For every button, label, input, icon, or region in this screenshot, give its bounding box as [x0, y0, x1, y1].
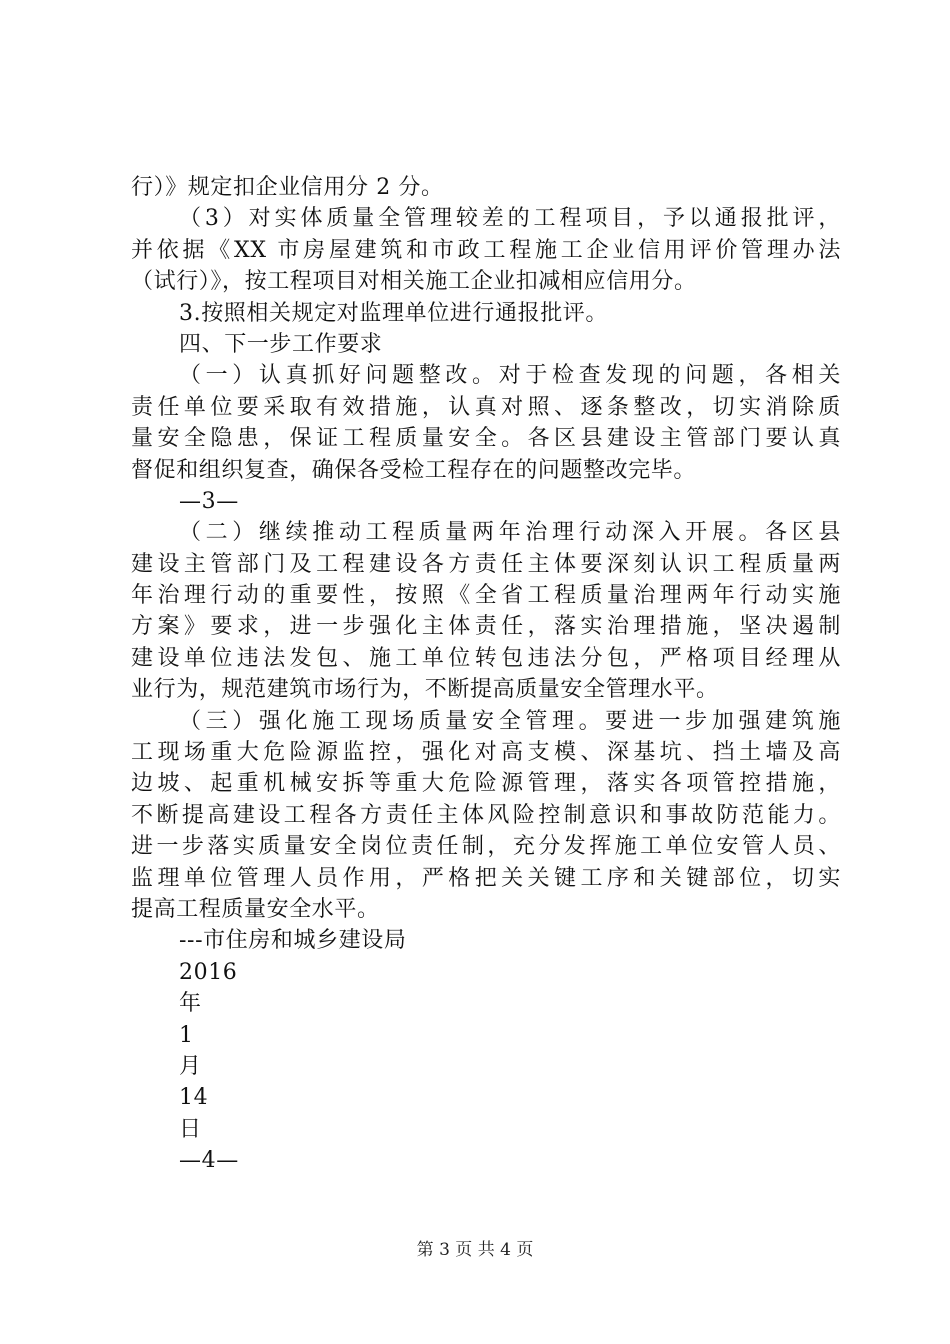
text-line: 3.按照相关规定对监理单位进行通报批评。 [179, 300, 608, 326]
text-line: 年治理行动的重要性，按照《全省工程质量治理两年行动实施 [131, 583, 841, 609]
text-line: 督促和组织复查，确保各受检工程存在的问题整改完毕。 [131, 457, 697, 483]
text-line: 提高工程质量安全水平。 [131, 896, 380, 922]
text-line: （3）对实体质量全管理较差的工程项目，予以通报批评， [179, 206, 841, 232]
signature-org: ---市住房和城乡建设局 [179, 928, 407, 954]
date-day: 14 [179, 1085, 209, 1111]
text-line: 建设主管部门及工程建设各方责任主体要深刻认识工程质量两 [131, 551, 841, 577]
page-number-marker: —4— [179, 1148, 239, 1174]
text-line: 量安全隐患，保证工程质量安全。各区县建设主管部门要认真 [131, 426, 841, 452]
section-heading: 四、下一步工作要求 [179, 331, 383, 357]
text-line: 不断提高建设工程各方责任主体风险控制意识和事故防范能力。 [131, 802, 841, 828]
text-line: 边坡、起重机械安拆等重大危险源管理，落实各项管控措施， [131, 771, 841, 797]
text-line: 行）》规定扣企业信用分 2 分。 [131, 175, 444, 200]
text-line: 业行为，规范建筑市场行为，不断提高质量安全管理水平。 [131, 677, 719, 703]
text-line: 进一步落实质量安全岗位责任制，充分发挥施工单位安管人员、 [131, 834, 841, 860]
text-line: （试行）》，按工程项目对相关施工企业扣减相应信用分。 [131, 269, 697, 295]
document-body [131, 172, 841, 1177]
text-line: 并依据《XX 市房屋建筑和市政工程施工企业信用评价管理办法 [131, 237, 841, 263]
page-footer: 第 3 页 共 4 页 [416, 1240, 534, 1260]
text-line: 责任单位要采取有效措施，认真对照、逐条整改，切实消除质 [131, 394, 841, 420]
text-line: 建设单位违法发包、施工单位转包违法分包，严格项目经理从 [131, 645, 841, 671]
text-line: 工现场重大危险源监控，强化对高支模、深基坑、挡土墙及高 [131, 740, 841, 766]
date-year: 2016 [179, 959, 238, 985]
date-month-unit: 月 [179, 1053, 202, 1079]
text-line: （一）认真抓好问题整改。对于检查发现的问题，各相关 [179, 363, 841, 389]
date-day-unit: 日 [179, 1116, 202, 1142]
text-line: （三）强化施工现场质量安全管理。要进一步加强建筑施 [179, 708, 841, 734]
date-month: 1 [179, 1022, 194, 1048]
date-year-unit: 年 [179, 991, 202, 1017]
text-line: 监理单位管理人员作用，严格把关关键工序和关键部位，切实 [131, 865, 841, 891]
text-line: （二）继续推动工程质量两年治理行动深入开展。各区县 [179, 520, 841, 546]
page-number-marker: —3— [179, 488, 239, 514]
text-line: 方案》要求，进一步强化主体责任，落实治理措施，坚决遏制 [131, 614, 841, 640]
